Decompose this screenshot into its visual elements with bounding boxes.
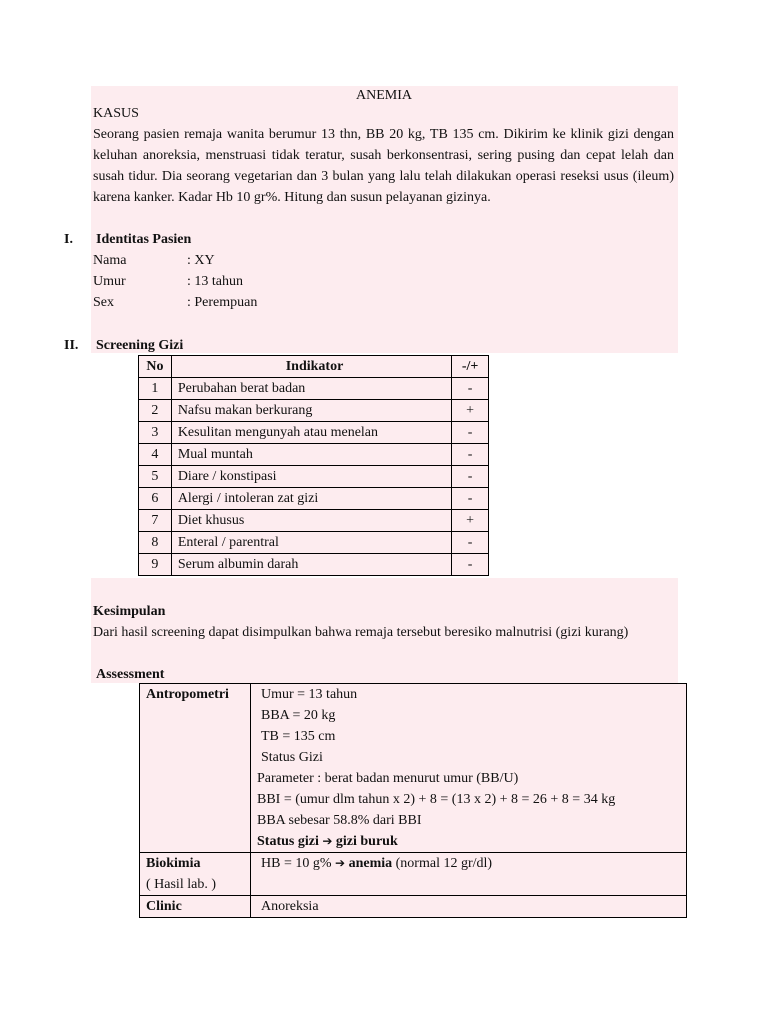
- row-no: 2: [139, 400, 172, 422]
- status-gizi-line: [257, 831, 686, 852]
- screening-table: [138, 355, 489, 576]
- table-row: [139, 488, 489, 510]
- row-value: -: [452, 444, 489, 466]
- kesimpulan-text: Dari hasil screening dapat disimpulkan bahwa remaja tersebut beresiko malnutrisi (gizi kurang): [93, 625, 629, 640]
- row-indikator: Diare / konstipasi: [171, 466, 451, 488]
- antropometri-values: [251, 684, 687, 853]
- row-indikator: Mual muntah: [171, 444, 451, 466]
- antropometri-line: TB = 135 cm: [261, 729, 336, 744]
- kesimpulan-title: Kesimpulan: [93, 604, 166, 619]
- row-value: +: [452, 400, 489, 422]
- header-indikator: Indikator: [171, 356, 451, 378]
- row-indikator: Alergi / intoleran zat gizi: [171, 488, 451, 510]
- clinic-value: Anoreksia: [261, 899, 319, 914]
- row-no: 4: [139, 444, 172, 466]
- row-no: 1: [139, 378, 172, 400]
- row-value: -: [452, 466, 489, 488]
- biokimia-label-cell: [140, 853, 251, 896]
- row-no: 5: [139, 466, 172, 488]
- table-row: [139, 422, 489, 444]
- row-no: 9: [139, 554, 172, 576]
- row-value: -: [452, 554, 489, 576]
- normal-range: (normal 12 gr/dl): [395, 856, 493, 871]
- field-value-nama: : XY: [187, 253, 215, 268]
- biokimia-label: Biokimia: [146, 856, 201, 871]
- table-row: [140, 853, 687, 896]
- row-no: 7: [139, 510, 172, 532]
- row-value: -: [452, 422, 489, 444]
- row-indikator: Serum albumin darah: [171, 554, 451, 576]
- arrow-right-icon: ➔: [335, 856, 346, 870]
- table-header-row: [139, 356, 489, 378]
- row-value: -: [452, 378, 489, 400]
- row-value: +: [452, 510, 489, 532]
- header-value: -/+: [452, 356, 489, 378]
- hb-value: HB = 10 g%: [261, 856, 332, 871]
- assessment-title: Assessment: [96, 667, 165, 682]
- biokimia-sublabel: ( Hasil lab. ): [146, 877, 216, 892]
- clinic-value-cell: [251, 896, 687, 918]
- row-indikator: Kesulitan mengunyah atau menelan: [171, 422, 451, 444]
- section2-number: II.: [64, 338, 79, 353]
- field-value-umur: : 13 tahun: [187, 274, 243, 289]
- antropometri-line: Status Gizi: [261, 750, 323, 765]
- table-row: [139, 510, 489, 532]
- field-value-sex: : Perempuan: [187, 295, 258, 310]
- antropometri-line: Umur = 13 tahun: [261, 687, 358, 702]
- document-title: ANEMIA: [356, 88, 412, 103]
- row-no: 3: [139, 422, 172, 444]
- table-row: [139, 400, 489, 422]
- antropometri-line: BBI = (umur dlm tahun x 2) + 8 = (13 x 2) + 8 = 26 + 8 = 34 kg: [257, 792, 616, 807]
- table-row: [140, 896, 687, 918]
- kasus-label: KASUS: [93, 106, 139, 121]
- field-label-sex: Sex: [93, 295, 114, 310]
- status-gizi-value: gizi buruk: [335, 834, 398, 849]
- status-gizi-label: Status gizi: [257, 834, 319, 849]
- table-row: [139, 466, 489, 488]
- row-value: -: [452, 488, 489, 510]
- row-no: 8: [139, 532, 172, 554]
- section1-number: I.: [64, 232, 73, 247]
- field-label-nama: Nama: [93, 253, 127, 268]
- header-no: No: [139, 356, 172, 378]
- case-description: Seorang pasien remaja wanita berumur 13 thn, BB 20 kg, TB 135 cm. Dikirim ke klinik gizi dengan keluhan anoreksia, menstruasi tidak teratur, susah berkonsentrasi, sering pusing dan cepat lelah dan susah tidur. Dia seorang vegetarian dan 3 bulan yang lalu telah dilakukan operasi reseksi usus (ileum) karena kanker. Kadar Hb 10 gr%. Hitung dan susun pelayanan gizinya.: [93, 127, 674, 205]
- clinic-label: Clinic: [140, 896, 251, 918]
- anemia-label: anemia: [348, 856, 393, 871]
- row-indikator: Diet khusus: [171, 510, 451, 532]
- table-row: [139, 378, 489, 400]
- table-row: [139, 554, 489, 576]
- antropometri-line: Parameter : berat badan menurut umur (BB/U): [257, 771, 519, 786]
- field-label-umur: Umur: [93, 274, 126, 289]
- section2-title: Screening Gizi: [96, 338, 184, 353]
- table-row: [140, 684, 687, 853]
- table-row: [139, 532, 489, 554]
- assessment-table: [139, 683, 687, 918]
- row-indikator: Nafsu makan berkurang: [171, 400, 451, 422]
- section1-title: Identitas Pasien: [96, 232, 192, 247]
- arrow-right-icon: ➔: [322, 834, 333, 848]
- row-value: -: [452, 532, 489, 554]
- row-no: 6: [139, 488, 172, 510]
- row-indikator: Enteral / parentral: [171, 532, 451, 554]
- biokimia-value: [251, 853, 687, 896]
- antropometri-label: Antropometri: [140, 684, 251, 853]
- row-indikator: Perubahan berat badan: [171, 378, 451, 400]
- biokimia-line: [257, 853, 686, 874]
- table-row: [139, 444, 489, 466]
- antropometri-line: BBA sebesar 58.8% dari BBI: [257, 813, 422, 828]
- antropometri-line: BBA = 20 kg: [261, 708, 336, 723]
